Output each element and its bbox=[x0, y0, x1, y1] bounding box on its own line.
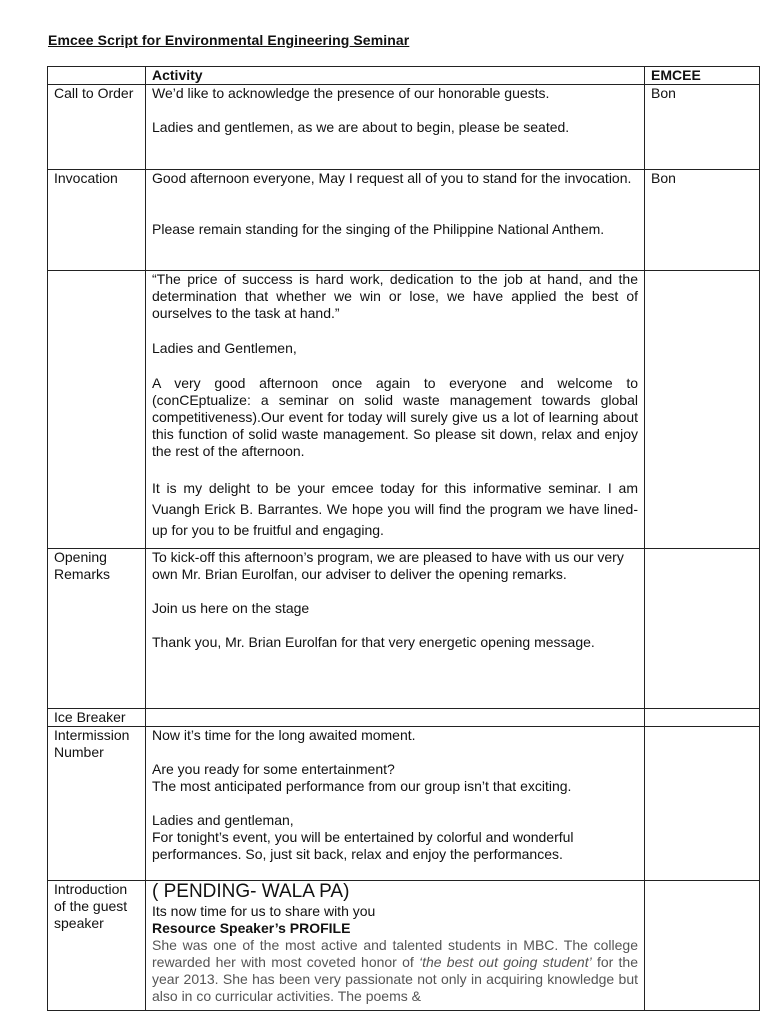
row-welcome bbox=[48, 271, 760, 549]
row-opening-remarks bbox=[48, 549, 760, 709]
activity-cell bbox=[146, 881, 645, 1011]
script-line: Its now time for us to share with you bbox=[152, 903, 376, 919]
script-line: Now it’s time for the long awaited moment. bbox=[152, 727, 416, 743]
part-label: Invocation bbox=[48, 170, 146, 271]
part-label: Introduction of the guest speaker bbox=[48, 881, 146, 1011]
profile-text: She was one of the most active and talented students in MBC. The college rewarded her with most coveted honor of bbox=[152, 937, 638, 970]
emcee-name: Bon bbox=[645, 85, 760, 170]
header-emcee: EMCEE bbox=[645, 67, 760, 85]
emcee-name bbox=[645, 549, 760, 709]
emcee-name: Bon bbox=[645, 170, 760, 271]
row-invocation bbox=[48, 170, 760, 271]
quote-text: “The price of success is hard work, dedication to the job at hand, and the determination that whether we win or lose, we have applied the best of ourselves to the task at hand.” bbox=[152, 271, 638, 321]
script-line: Please remain standing for the singing of the Philippine National Anthem. bbox=[152, 221, 605, 237]
activity-cell bbox=[146, 85, 645, 170]
speaker-profile bbox=[152, 937, 638, 1005]
row-intermission bbox=[48, 727, 760, 881]
activity-cell bbox=[146, 271, 645, 549]
profile-heading: Resource Speaker’s PROFILE bbox=[152, 920, 351, 936]
part-label: Intermission Number bbox=[48, 727, 146, 881]
activity-cell bbox=[146, 709, 645, 727]
activity-cell bbox=[146, 549, 645, 709]
part-label bbox=[48, 271, 146, 549]
script-line: Are you ready for some entertainment? bbox=[152, 761, 395, 777]
script-line: Ladies and Gentlemen, bbox=[152, 340, 297, 356]
profile-award: ‘the best out going student’ bbox=[419, 954, 592, 970]
emcee-name bbox=[645, 709, 760, 727]
activity-cell bbox=[146, 170, 645, 271]
emcee-name bbox=[645, 271, 760, 549]
table-header-row bbox=[48, 67, 760, 85]
script-line: Good afternoon everyone, May I request all of you to stand for the invocation. bbox=[152, 170, 632, 186]
script-line: For tonight’s event, you will be entertained by colorful and wonderful performances. So, just sit back, relax and enjoy the performances. bbox=[152, 829, 574, 862]
page-title: Emcee Script for Environmental Engineering Seminar bbox=[48, 32, 410, 48]
script-line: Ladies and gentleman, bbox=[152, 812, 294, 828]
script-line: We’d like to acknowledge the presence of our honorable guests. bbox=[152, 85, 550, 101]
part-label: Call to Order bbox=[48, 85, 146, 170]
script-line: Thank you, Mr. Brian Eurolfan for that very energetic opening message. bbox=[152, 634, 595, 650]
emcee-name bbox=[645, 881, 760, 1011]
script-line: Ladies and gentlemen, as we are about to begin, please be seated. bbox=[152, 119, 570, 135]
emcee-script-table bbox=[47, 66, 760, 1011]
script-line: Join us here on the stage bbox=[152, 600, 310, 616]
script-line: It is my delight to be your emcee today for this informative seminar. I am Vuangh Erick B. Barrantes. We hope you will find the program we have lined-up for you to be fruitful and engaging. bbox=[152, 480, 638, 538]
emcee-name bbox=[645, 727, 760, 881]
script-line: The most anticipated performance from our group isn’t that exciting. bbox=[152, 778, 572, 794]
row-guest-speaker bbox=[48, 881, 760, 1011]
pending-note: ( PENDING- WALA PA) bbox=[152, 881, 350, 902]
activity-cell bbox=[146, 727, 645, 881]
header-part bbox=[48, 67, 146, 85]
row-ice-breaker bbox=[48, 709, 760, 727]
row-call-to-order bbox=[48, 85, 760, 170]
part-label: Ice Breaker bbox=[48, 709, 146, 727]
script-line: To kick-off this afternoon’s program, we are pleased to have with us our very own Mr. Brian Eurolfan, our adviser to deliver the opening remarks. bbox=[152, 549, 624, 582]
profile-text: for the year 2013. She has been very passionate not only in acquiring knowledge but also in co curricular activities. The poems & bbox=[152, 954, 639, 1004]
header-activity: Activity bbox=[146, 67, 645, 85]
script-line: A very good afternoon once again to everyone and welcome to (conCEptualize: a seminar on solid waste management towards global competitiveness).Our event for today will surely give us a lot of learning about this function of solid waste management. So please sit down, relax and enjoy the rest of the afternoon. bbox=[152, 375, 638, 459]
part-label: Opening Remarks bbox=[48, 549, 146, 709]
